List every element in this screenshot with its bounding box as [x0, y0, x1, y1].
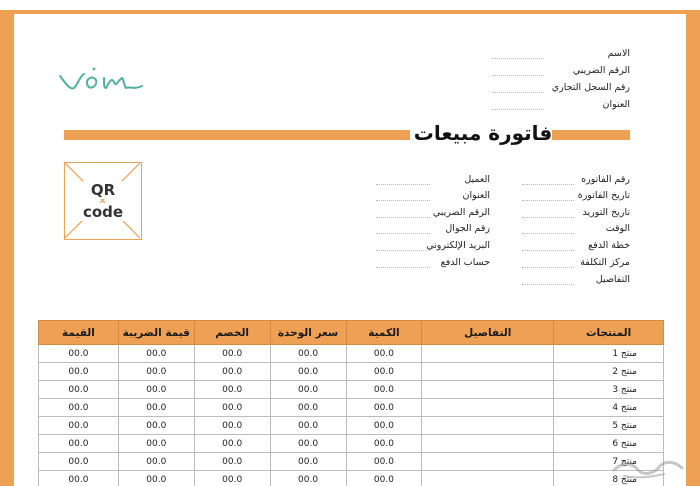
cell-discount[interactable]: 00.0: [194, 453, 270, 471]
header-field-tax-number: الرقم الضريبي: [572, 65, 630, 76]
table-row: [39, 345, 664, 363]
title-band-left: [64, 130, 410, 140]
page-title: فاتورة مبيعات: [413, 121, 553, 145]
cell-details[interactable]: [422, 345, 554, 363]
cell-unit-price[interactable]: 00.0: [270, 363, 346, 381]
cell-tax[interactable]: 00.0: [118, 399, 194, 417]
cell-qty[interactable]: 00.0: [346, 417, 422, 435]
cell-qty[interactable]: 00.0: [346, 453, 422, 471]
cell-value[interactable]: 00.0: [39, 453, 119, 471]
header-field-name: الاسم: [607, 48, 630, 59]
cell-discount[interactable]: 00.0: [194, 363, 270, 381]
company-logo: [58, 64, 150, 96]
header-tax-value: قيمة الضريبة: [118, 321, 194, 345]
field-time: الوقت: [605, 223, 630, 234]
cell-tax[interactable]: 00.0: [118, 381, 194, 399]
title-band-right: [552, 130, 630, 140]
field-email: البريد الإلكتروني: [426, 240, 490, 251]
payment-plan-line[interactable]: [522, 250, 574, 251]
header-details: التفاصيل: [422, 321, 554, 345]
cell-value[interactable]: 00.0: [39, 381, 119, 399]
cell-unit-price[interactable]: 00.0: [270, 417, 346, 435]
cell-tax[interactable]: 00.0: [118, 435, 194, 453]
cell-tax[interactable]: 00.0: [118, 345, 194, 363]
field-invoice-number: رقم الفاتوره: [581, 174, 630, 185]
cell-unit-price[interactable]: 00.0: [270, 471, 346, 486]
cell-qty[interactable]: 00.0: [346, 345, 422, 363]
header-cr-line[interactable]: [492, 92, 544, 93]
header-name-line[interactable]: [492, 58, 544, 59]
field-cost-center: مركز التكلفة: [580, 257, 630, 268]
cell-qty[interactable]: 00.0: [346, 435, 422, 453]
cell-product[interactable]: منتج 7: [554, 453, 664, 471]
qr-text-line2: code: [82, 203, 124, 221]
mobile-line[interactable]: [376, 233, 430, 234]
cell-unit-price[interactable]: 00.0: [270, 435, 346, 453]
header-unit-price: سعر الوحدة: [270, 321, 346, 345]
table-header-row: [39, 321, 664, 345]
header-address-line[interactable]: [492, 109, 544, 110]
field-payment-plan: خطة الدفع: [588, 240, 630, 251]
cell-value[interactable]: 00.0: [39, 363, 119, 381]
cell-details[interactable]: [422, 471, 554, 486]
header-value: القيمة: [39, 321, 119, 345]
cell-qty[interactable]: 00.0: [346, 471, 422, 486]
cell-tax[interactable]: 00.0: [118, 471, 194, 486]
cell-product[interactable]: منتج 6: [554, 435, 664, 453]
cell-product[interactable]: منتج 8: [554, 471, 664, 486]
payment-account-line[interactable]: [376, 267, 430, 268]
cell-details[interactable]: [422, 363, 554, 381]
cell-discount[interactable]: 00.0: [194, 435, 270, 453]
header-discount: الخصم: [194, 321, 270, 345]
cell-tax[interactable]: 00.0: [118, 417, 194, 435]
field-customer-address: العنوان: [462, 190, 490, 201]
cell-tax[interactable]: 00.0: [118, 363, 194, 381]
invoice-number-line[interactable]: [522, 184, 574, 185]
qr-text-line1: QR: [83, 181, 123, 199]
cell-value[interactable]: 00.0: [39, 399, 119, 417]
cell-qty[interactable]: 00.0: [346, 381, 422, 399]
header-tax-line[interactable]: [492, 75, 544, 76]
cell-discount[interactable]: 00.0: [194, 399, 270, 417]
cell-details[interactable]: [422, 417, 554, 435]
site-watermark: [608, 452, 688, 482]
field-customer: العميل: [464, 174, 490, 185]
header-products: المنتجات: [554, 321, 664, 345]
cell-unit-price[interactable]: 00.0: [270, 345, 346, 363]
time-line[interactable]: [522, 233, 574, 234]
field-payment-account: حساب الدفع: [440, 257, 490, 268]
table-row: [39, 417, 664, 435]
customer-tax-line[interactable]: [376, 217, 430, 218]
email-line[interactable]: [376, 250, 430, 251]
qr-cross-lines: [65, 163, 140, 238]
cell-discount[interactable]: 00.0: [194, 381, 270, 399]
field-invoice-date: تاريخ الفاتورة: [577, 190, 630, 201]
cell-details[interactable]: [422, 381, 554, 399]
header-field-cr-number: رقم السجل التجاري: [551, 82, 630, 93]
table-row: [39, 471, 664, 486]
header-quantity: الكمية: [346, 321, 422, 345]
cell-value[interactable]: 00.0: [39, 345, 119, 363]
cell-product[interactable]: منتج 5: [554, 417, 664, 435]
cell-qty[interactable]: 00.0: [346, 363, 422, 381]
cell-product[interactable]: منتج 1: [554, 345, 664, 363]
field-supply-date: تاريخ التوريد: [582, 207, 630, 218]
cell-product[interactable]: منتج 3: [554, 381, 664, 399]
cell-value[interactable]: 00.0: [39, 471, 119, 486]
cell-details[interactable]: [422, 435, 554, 453]
page-top-margin: [0, 0, 700, 10]
cell-discount[interactable]: 00.0: [194, 417, 270, 435]
cell-unit-price[interactable]: 00.0: [270, 399, 346, 417]
customer-line[interactable]: [376, 184, 430, 185]
table-row: [39, 399, 664, 417]
details-line[interactable]: [522, 284, 574, 285]
cell-qty[interactable]: 00.0: [346, 399, 422, 417]
table-row: [39, 453, 664, 471]
field-details: التفاصيل: [595, 274, 630, 285]
cell-value[interactable]: 00.0: [39, 435, 119, 453]
invoice-date-line[interactable]: [522, 200, 574, 201]
table-row: [39, 435, 664, 453]
header-field-address: العنوان: [602, 99, 630, 110]
items-table: [38, 320, 664, 486]
qr-code-placeholder: [64, 162, 142, 240]
customer-address-line[interactable]: [376, 200, 430, 201]
cell-unit-price[interactable]: 00.0: [270, 453, 346, 471]
cell-product[interactable]: منتج 4: [554, 399, 664, 417]
table-row: [39, 381, 664, 399]
table-row: [39, 363, 664, 381]
cell-details[interactable]: [422, 453, 554, 471]
supply-date-line[interactable]: [522, 217, 574, 218]
cell-tax[interactable]: 00.0: [118, 453, 194, 471]
field-customer-tax: الرقم الضريبي: [432, 207, 490, 218]
cell-discount[interactable]: 00.0: [194, 471, 270, 486]
cell-details[interactable]: [422, 399, 554, 417]
cell-product[interactable]: منتج 2: [554, 363, 664, 381]
cost-center-line[interactable]: [522, 267, 574, 268]
cell-value[interactable]: 00.0: [39, 417, 119, 435]
cell-unit-price[interactable]: 00.0: [270, 381, 346, 399]
cell-discount[interactable]: 00.0: [194, 345, 270, 363]
field-mobile: رقم الجوال: [445, 223, 490, 234]
